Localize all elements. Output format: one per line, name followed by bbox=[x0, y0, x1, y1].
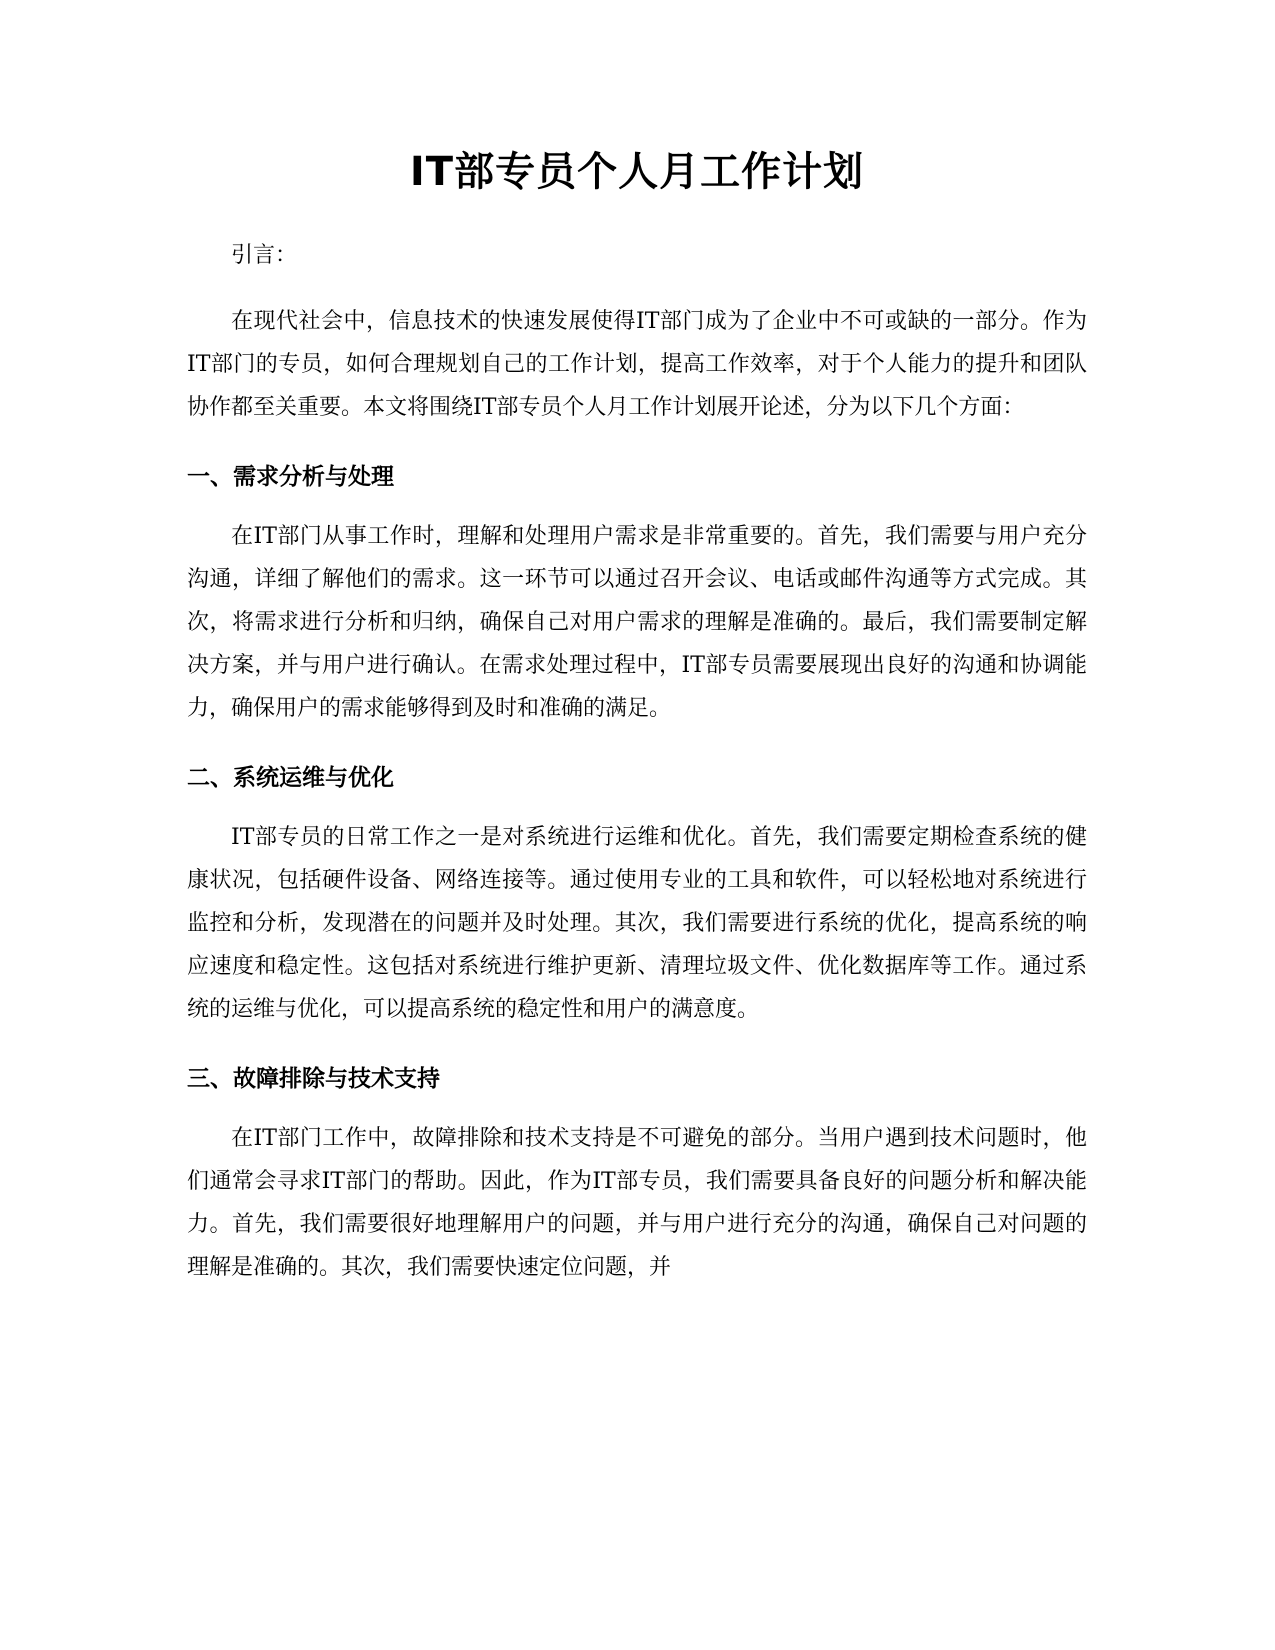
section-heading-troubleshooting: 三、故障排除与技术支持 bbox=[187, 1066, 440, 1092]
document-body bbox=[187, 140, 1087, 1289]
section-paragraph-requirements: 在IT部门从事工作时，理解和处理用户需求是非常重要的。首先，我们需要与用户充分沟通，详细了解他们的需求。这一环节可以通过召开会议、电话或邮件沟通等方式完成。其次，将需求进行分析和归纳，确保自己对用户需求的理解是准确的。最后，我们需要制定解决方案，并与用户进行确认。在需求处理过程中，IT部专员需要展现出良好的沟通和协调能力，确保用户的需求能够得到及时和准确的满足。 bbox=[187, 524, 1087, 721]
intro-paragraph: 在现代社会中，信息技术的快速发展使得IT部门成为了企业中不可或缺的一部分。作为IT部门的专员，如何合理规划自己的工作计划，提高工作效率，对于个人能力的提升和团队协作都至关重要。本文将围绕IT部专员个人月工作计划展开论述，分为以下几个方面： bbox=[187, 309, 1087, 420]
document-title: IT部专员个人月工作计划 bbox=[409, 149, 865, 195]
intro-label: 引言： bbox=[231, 243, 298, 268]
section-paragraph-troubleshooting: 在IT部门工作中，故障排除和技术支持是不可避免的部分。当用户遇到技术问题时，他们通常会寻求IT部门的帮助。因此，作为IT部专员，我们需要具备良好的问题分析和解决能力。首先，我们需要很好地理解用户的问题，并与用户进行充分的沟通，确保自己对问题的理解是准确的。其次，我们需要快速定位问题，并 bbox=[187, 1126, 1087, 1280]
section-heading-operations: 二、系统运维与优化 bbox=[187, 765, 394, 791]
section-heading-requirements: 一、需求分析与处理 bbox=[187, 464, 394, 490]
section-paragraph-operations: IT部专员的日常工作之一是对系统进行运维和优化。首先，我们需要定期检查系统的健康状况，包括硬件设备、网络连接等。通过使用专业的工具和软件，可以轻松地对系统进行监控和分析，发现潜在的问题并及时处理。其次，我们需要进行系统的优化，提高系统的响应速度和稳定性。这包括对系统进行维护更新、清理垃圾文件、优化数据库等工作。通过系统的运维与优化，可以提高系统的稳定性和用户的满意度。 bbox=[187, 825, 1087, 1022]
